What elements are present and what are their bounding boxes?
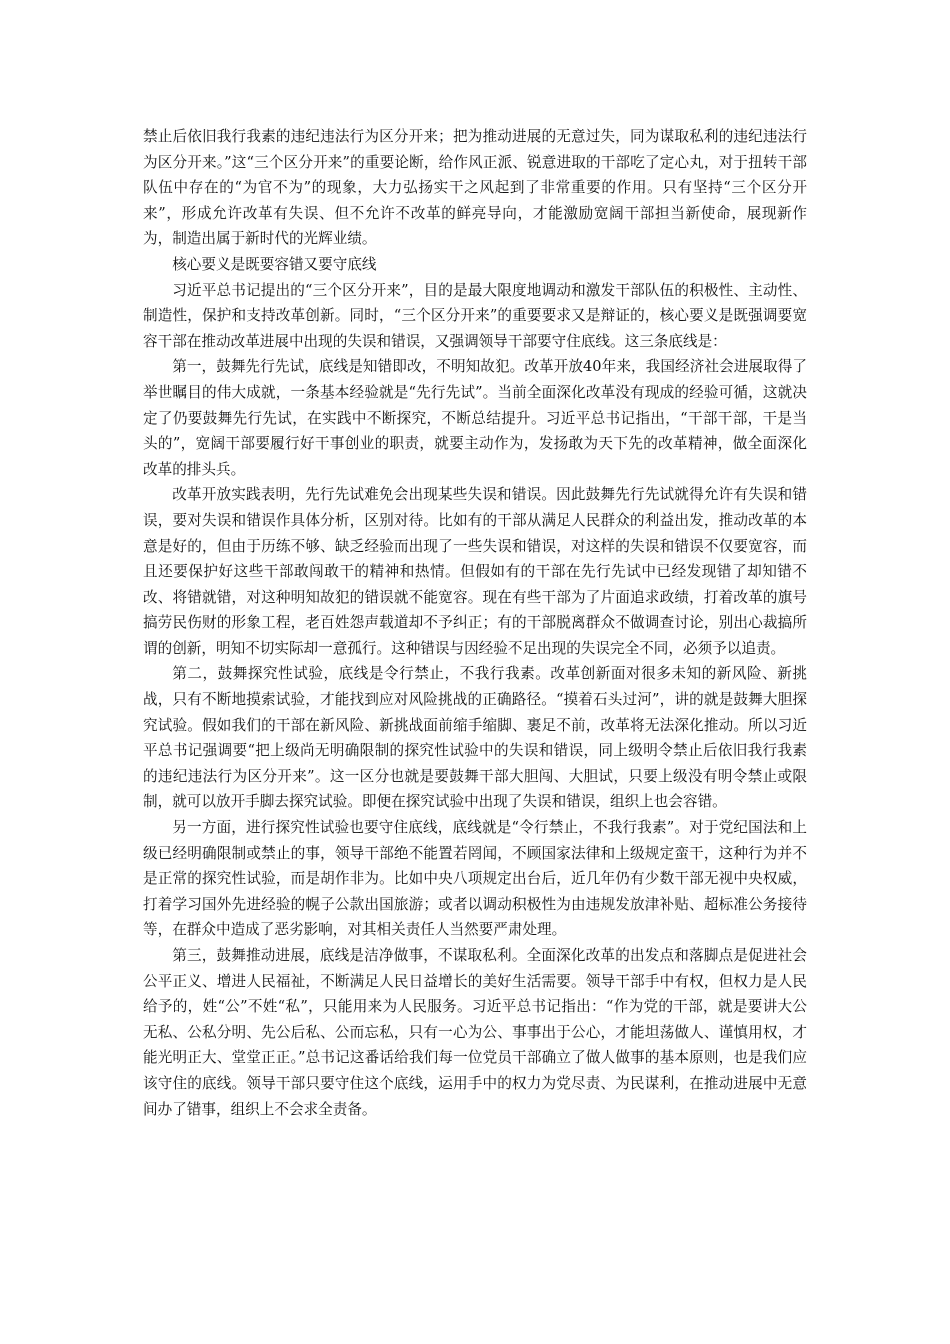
paragraph-2: 习近平总书记提出的“三个区分开来”，目的是最大限度地调动和激发干部队伍的积极性、主动性、制造性，保护和支持改革创新。同时，“三个区分开来”的重要要求又是辩证的，核心要义是既强调要宽容干部在推动改革进展中出现的失误和错误，又强调领导干部要守住底线。这三条底线是： — [143, 281, 807, 350]
paragraph-5: 第二，鼓舞探究性试验，底线是令行禁止，不我行我素。改革创新面对很多未知的新风险、新挑战，只有不断地摸索试验，才能找到应对风险挑战的正确路径。“摸着石头过河”，讲的就是鼓舞大胆探究试验。假如我们的干部在新风险、新挑战面前缩手缩脚、裹足不前，改革将无法深化推动。所以习近平总书记强调要“把上级尚无明确限制的探究性试验中的失误和错误，同上级明令禁止后依旧我行我素的违纪违法行为区分开来”。这一区分也就是要鼓舞干部大胆闯、大胆试，只要上级没有明令禁止或限制，就可以放开手脚去探究试验。即便在探究试验中出现了失误和错误，组织上也会容错。 — [143, 665, 807, 811]
paragraph-3: 第一，鼓舞先行先试，底线是知错即改，不明知故犯。改革开放40年来，我国经济社会进展取得了举世瞩目的伟大成就，一条基本经验就是“先行先试”。当前全面深化改革没有现成的经验可循，这就决定了仍要鼓舞先行先试，在实践中不断探究，不断总结提升。习近平总书记指出，“干部干部，干是当头的”，宽阔干部要履行好干事创业的职责，就要主动作为，发扬敢为天下先的改革精神，做全面深化改革的排头兵。 — [143, 358, 807, 478]
paragraph-7: 第三，鼓舞推动进展，底线是洁净做事，不谋取私利。全面深化改革的出发点和落脚点是促进社会公平正义、增进人民福祉，不断满足人民日益增长的美好生活需要。领导干部手中有权，但权力是人民给予的，姓“公”不姓“私”，只能用来为人民服务。习近平总书记指出：“作为党的干部，就是要讲大公无私、公私分明、先公后私、公而忘私，只有一心为公、事事出于公心，才能坦荡做人、谨慎用权，才能光明正大、堂堂正正。”总书记这番话给我们每一位党员干部确立了做人做事的基本原则，也是我们应该守住的底线。领导干部只要守住这个底线，运用手中的权力为党尽责、为民谋利，在推动进展中无意间办了错事，组织上不会求全责备。 — [143, 947, 807, 1118]
section-heading: 核心要义是既要容错又要守底线 — [172, 255, 377, 273]
document-page — [143, 124, 807, 1122]
paragraph-4: 改革开放实践表明，先行先试难免会出现某些失误和错误。因此鼓舞先行先试就得允许有失误和错误，要对失误和错误作具体分析，区别对待。比如有的干部从满足人民群众的利益出发，推动改革的本意是好的，但由于历练不够、缺乏经验而出现了一些失误和错误，对这样的失误和错误不仅要宽容，而且还要保护好这些干部敢闯敢干的精神和热情。但假如有的干部在先行先试中已经发现错了却知错不改、将错就错，对这种明知故犯的错误就不能宽容。现在有些干部为了片面追求政绩，打着改革的旗号搞劳民伤财的形象工程，老百姓怨声载道却不予纠正；有的干部脱离群众不做调查讨论，别出心裁搞所谓的创新，明知不切实际却一意孤行。这种错误与因经验不足出现的失误完全不同，必须予以追责。 — [143, 486, 807, 657]
paragraph-1: 禁止后依旧我行我素的违纪违法行为区分开来；把为推动进展的无意过失，同为谋取私利的违纪违法行为区分开来。”这“三个区分开来”的重要论断，给作风正派、锐意进取的干部吃了定心丸，对于扭转干部队伍中存在的“为官不为”的现象，大力弘扬实干之风起到了非常重要的作用。只有坚持“三个区分开来”，形成允许改革有失误、但不允许不改革的鲜亮导向，才能激励宽阔干部担当新使命，展现新作为，制造出属于新时代的光辉业绩。 — [143, 128, 807, 248]
paragraph-6: 另一方面，进行探究性试验也要守住底线，底线就是“令行禁止，不我行我素”。对于党纪国法和上级已经明确限制或禁止的事，领导干部绝不能置若罔闻，不顾国家法律和上级规定蛮干，这种行为并不是正常的探究性试验，而是胡作非为。比如中央八项规定出台后，近几年仍有少数干部无视中央权威，打着学习国外先进经验的幌子公款出国旅游；或者以调动积极性为由违规发放津补贴、超标准公务接待等，在群众中造成了恶劣影响，对其相关责任人当然要严肃处理。 — [143, 819, 807, 939]
